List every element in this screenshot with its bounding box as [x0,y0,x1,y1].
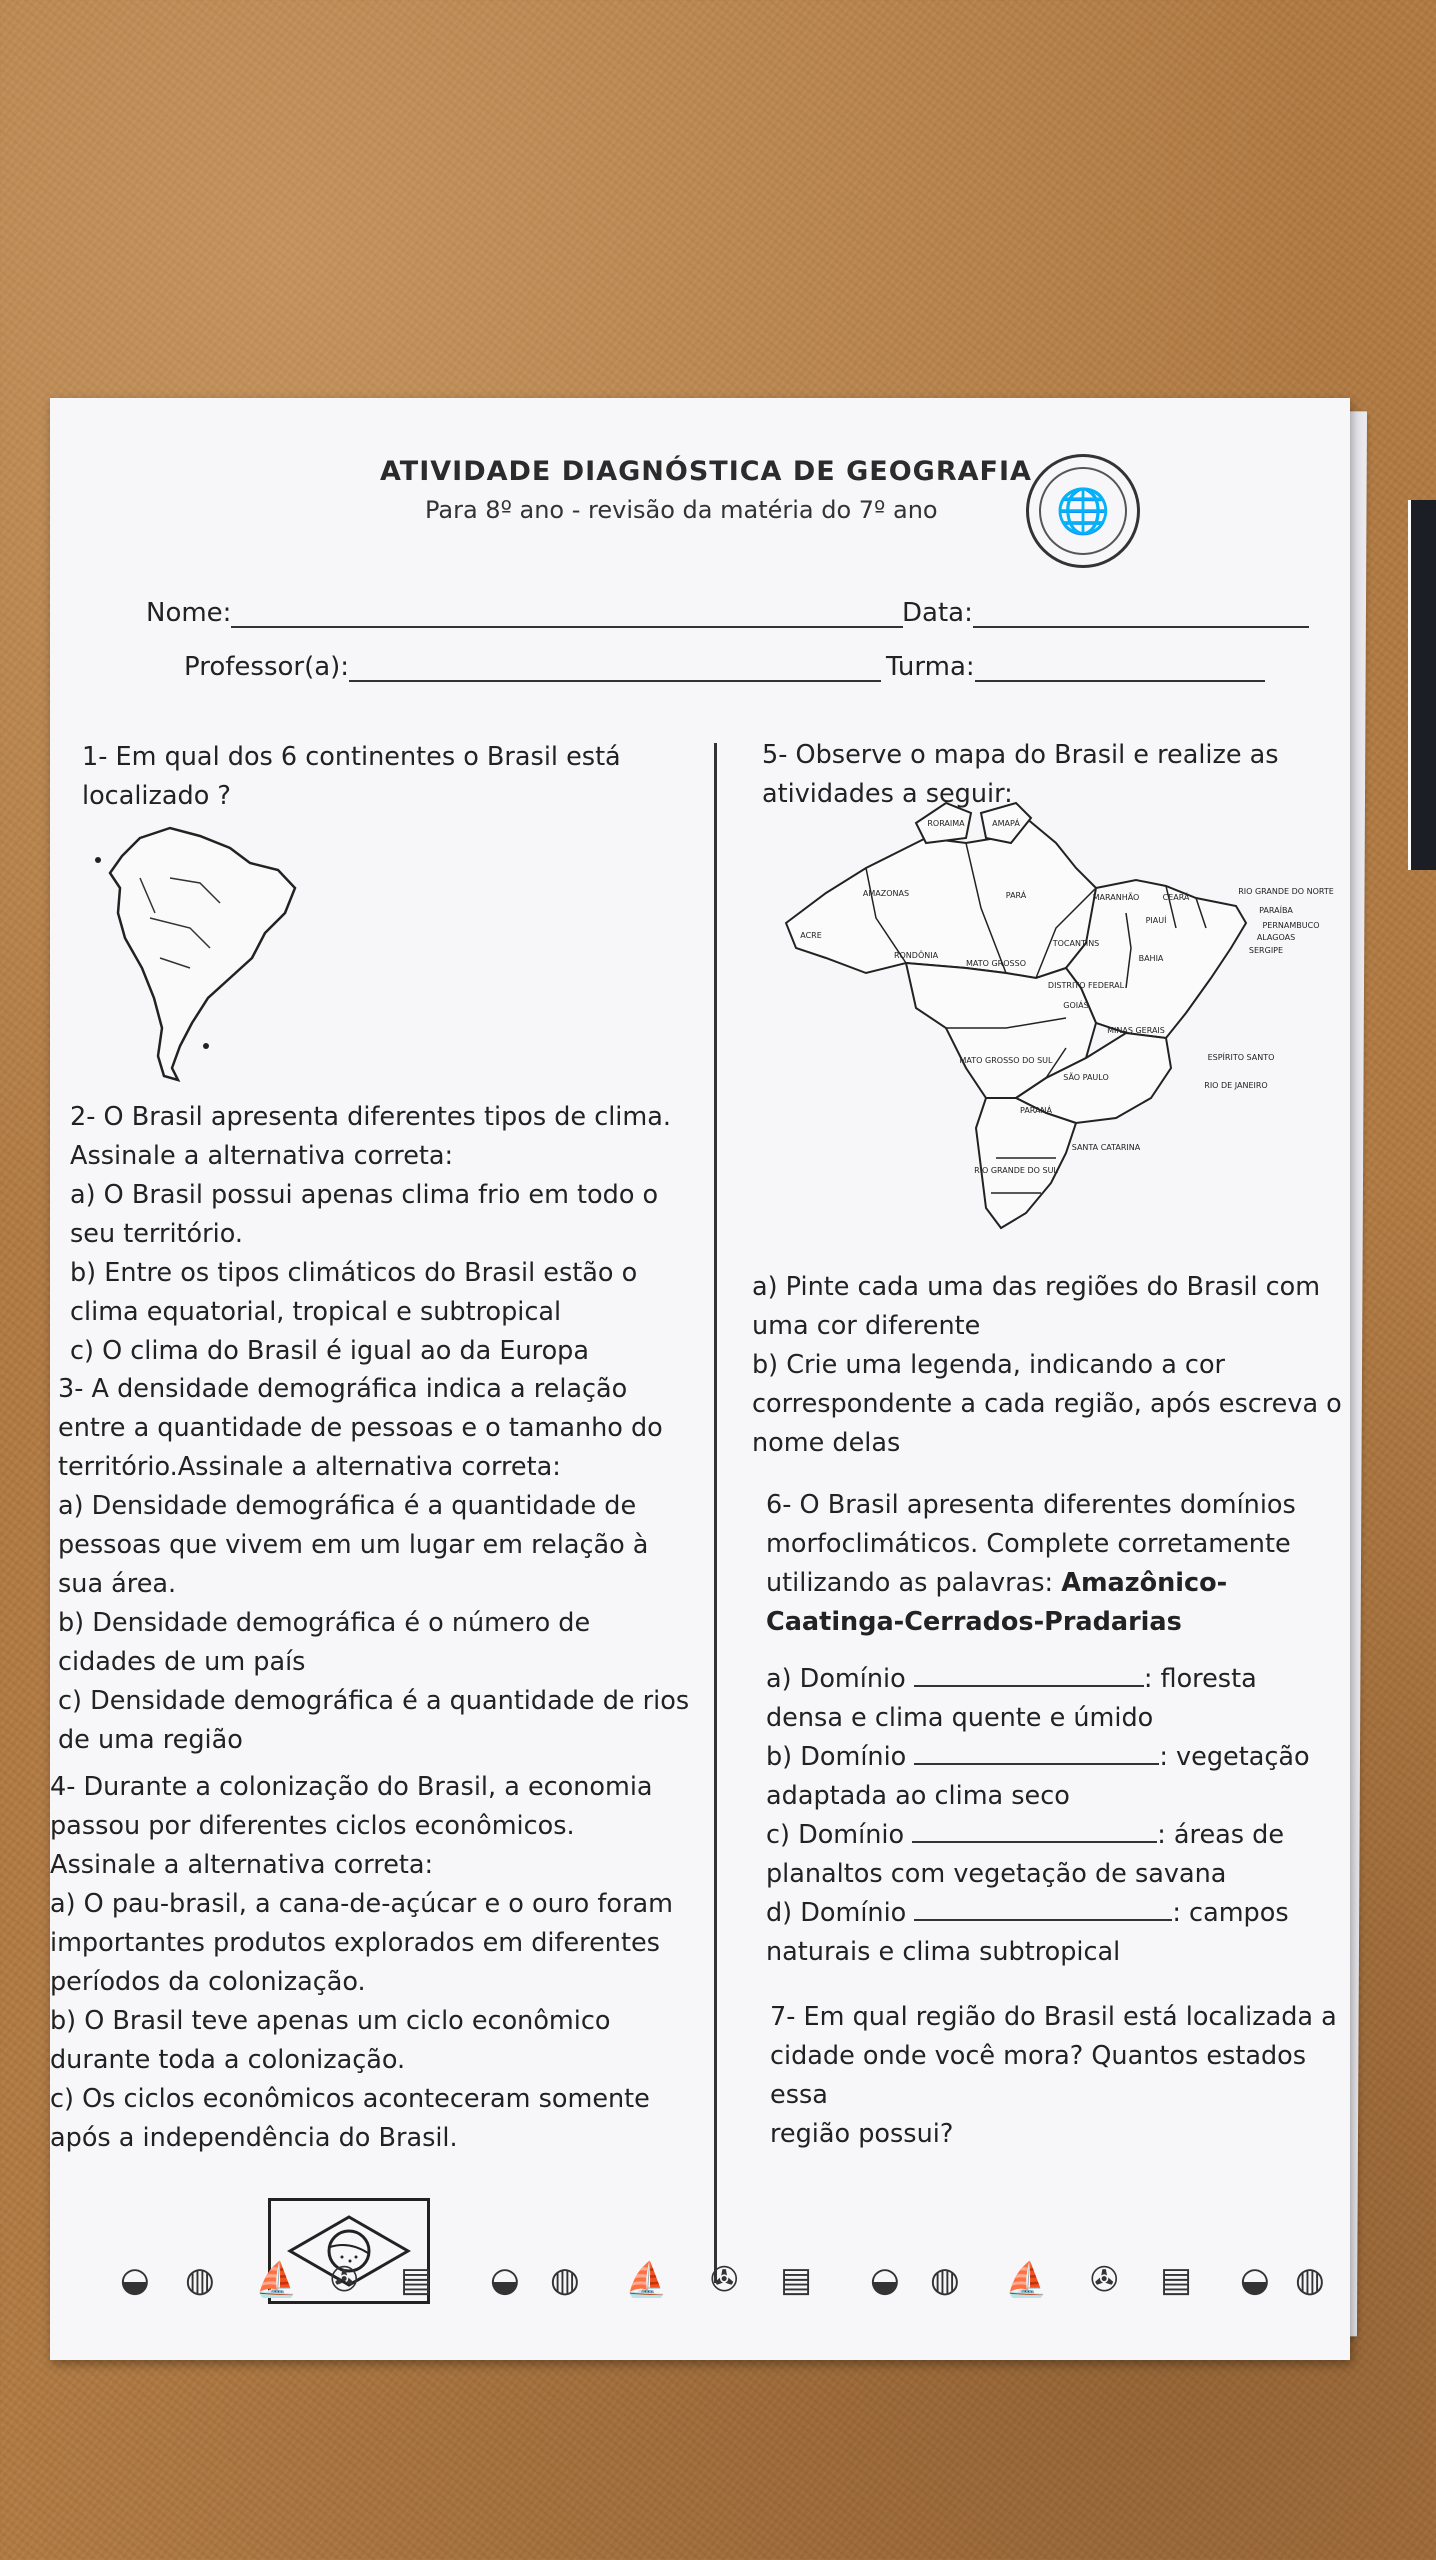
map-south [976,1098,1076,1228]
border-decoration-icons [70,2260,1340,2320]
map-label-es: ESPÍRITO SANTO [1207,1053,1275,1062]
map-icon: ▤ [1160,2260,1193,2300]
map-label-sergipe: SERGIPE [1248,946,1284,955]
name-label: Nome: [146,598,232,628]
date-field[interactable] [902,598,1309,628]
q6-item-c[interactable]: c) Domínio : áreas de [766,1820,1285,1850]
landmark-icon: ◒ [490,2260,520,2300]
question-7: 7- Em qual região do Brasil está localizada a cidade onde você mora? Quantos estados essa região possui? [770,2002,1337,2149]
teacher-field[interactable] [184,652,881,682]
map-label-piaui: PIAUÍ [1145,916,1167,925]
map-label-minas-gerais: MINAS GERAIS [1107,1026,1165,1035]
brazil-map [766,798,1346,1253]
worksheet [50,398,1350,2360]
map-label-amapa: AMAPÁ [992,819,1020,828]
class-label: Turma: [886,652,975,682]
name-field[interactable] [146,598,903,628]
date-label: Data: [902,598,973,628]
map-label-ms: MATO GROSSO DO SUL [959,1056,1053,1065]
compass-icon: ✇ [1090,2260,1119,2300]
landmark-icon: ◒ [120,2260,150,2300]
worksheet-subtitle: Para 8º ano - revisão da matéria do 7º ano [425,496,938,524]
q6-word-list: Amazônico-Caatinga-Cerrados-Pradarias [766,1568,1228,1637]
map-icon: ▤ [780,2260,813,2300]
ship-icon: ⛵ [1005,2260,1048,2300]
map-label-df: DISTRITO FEDERAL [1047,981,1125,990]
question-4: 4- Durante a colonização do Brasil, a economia passou por diferentes ciclos econômicos. Assinale a alternativa correta: a) O pau-brasil, a cana-de-açúcar e o ouro foram importantes produtos explorados em diferentes períodos da colonização. b) O Brasil teve apenas um ciclo econômico durante toda a colonização. c) Os ciclos econômicos aconteceram somente após a independência do Brasil. [50,1768,710,2158]
map-label-rj: RIO DE JANEIRO [1204,1081,1268,1090]
map-icon: ▤ [400,2260,433,2300]
map-label-alagoas: ALAGOAS [1256,933,1296,942]
q3-option-a[interactable]: a) Densidade demográfica é a quantidade de [58,1491,637,1521]
map-label-bahia: BAHIA [1138,954,1164,963]
map-label-amazonas: AMAZONAS [862,889,910,898]
question-5: 5- Observe o mapa do Brasil e realize as atividades a seguir: [762,740,1279,809]
map-label-para: PARÁ [1005,891,1027,900]
map-label-maranhao: MARANHÃO [1092,893,1140,902]
map-label-parana: PARANÁ [1020,1106,1052,1115]
map-label-mato-grosso: MATO GROSSO [966,959,1026,968]
map-label-sao-paulo: SÃO PAULO [1063,1073,1109,1082]
q4-option-c[interactable]: c) Os ciclos econômicos aconteceram somente [50,2084,650,2114]
map-label-rondonia: RONDÔNIA [893,951,939,960]
q6-item-a[interactable]: a) Domínio : floresta [766,1664,1257,1694]
q2-option-c[interactable]: c) O clima do Brasil é igual ao da Europa [70,1336,589,1366]
map-label-pernambuco: PERNAMBUCO [1262,921,1320,930]
globe-icon: 🌐 [1026,454,1140,568]
ship-icon: ⛵ [255,2260,298,2300]
q2-option-b[interactable]: b) Entre os tipos climáticos do Brasil estão o [70,1258,638,1288]
q3-option-b[interactable]: b) Densidade demográfica é o número de [58,1608,591,1638]
map-north [786,818,1126,978]
south-america-map [80,818,320,1083]
compass-icon: ✇ [710,2260,739,2300]
background-object [1408,500,1436,870]
compass-icon: ✇ [330,2260,359,2300]
column-divider [714,743,717,2283]
map-label-rs: RIO GRANDE DO SUL [974,1166,1058,1175]
landmark-icon: ◒ [1240,2260,1270,2300]
map-label-acre: ACRE [800,931,822,940]
q6-item-d[interactable]: d) Domínio : campos [766,1898,1289,1928]
q2-option-a[interactable]: a) O Brasil possui apenas clima frio em todo o [70,1180,659,1210]
class-field[interactable] [886,652,1265,682]
globe-icon: ◍ [185,2260,215,2300]
globe-icon: ◍ [930,2260,960,2300]
question-1: 1- Em qual dos 6 continentes o Brasil está localizado ? [82,742,621,811]
map-label-sc: SANTA CATARINA [1071,1143,1141,1152]
q6-item-b[interactable]: b) Domínio : vegetação [766,1742,1310,1772]
map-label-rn: RIO GRANDE DO NORTE [1238,887,1334,896]
question-2: 2- O Brasil apresenta diferentes tipos de clima. Assinale a alternativa correta: a) O Brasil possui apenas clima frio em todo o seu território. b) Entre os tipos climáticos do Brasil estão o clima equatorial, tropical e subtropical c) O clima do Brasil é igual ao da Europa [70,1098,700,1371]
landmark-icon: ◒ [870,2260,900,2300]
south-america-outline [110,828,295,1080]
question-3: 3- A densidade demográfica indica a relação entre a quantidade de pessoas e o tamanho do território.Assinale a alternativa correta: a) Densidade demográfica é a quantidade de pessoas que vivem em um lugar em relação à sua área. b) Densidade demográfica é o número de cidades de um país c) Densidade demográfica é a quantidade de rios de uma região [58,1370,708,1760]
question-5-tasks: a) Pinte cada uma das regiões do Brasil com uma cor diferente b) Crie uma legenda, indicando a cor correspondente a cada região, após escreva o nome delas [752,1272,1342,1458]
map-label-roraima: RORAIMA [927,819,965,828]
worksheet-title: ATIVIDADE DIAGNÓSTICA DE GEOGRAFIA [380,456,1032,487]
map-label-tocantins: TOCANTINS [1052,939,1100,948]
q3-option-c[interactable]: c) Densidade demográfica é a quantidade de rios [58,1686,690,1716]
question-6: 6- O Brasil apresenta diferentes domínios morfoclimáticos. Complete corretamente utilizando as palavras: Amazônico-Caatinga-Cerrados-Pradarias a) Domínio : floresta densa e clima quente e úmido b) Domínio : vegetação adaptada ao clima seco c) Domínio : áreas de planaltos com vegetação de savana d) Domínio : campos naturais e clima subtropical [766,1486,1356,1972]
map-label-paraiba: PARAÍBA [1259,906,1293,915]
q4-option-a[interactable]: a) O pau-brasil, a cana-de-açúcar e o ouro foram [50,1889,673,1919]
map-label-ceara: CEARÁ [1162,893,1190,902]
map-label-goias: GOIÁS [1063,1001,1089,1010]
teacher-label: Professor(a): [184,652,350,682]
globe-icon: ◍ [550,2260,580,2300]
ship-icon: ⛵ [625,2260,668,2300]
globe-icon: ◍ [1295,2260,1325,2300]
q4-option-b[interactable]: b) O Brasil teve apenas um ciclo econômico [50,2006,611,2036]
